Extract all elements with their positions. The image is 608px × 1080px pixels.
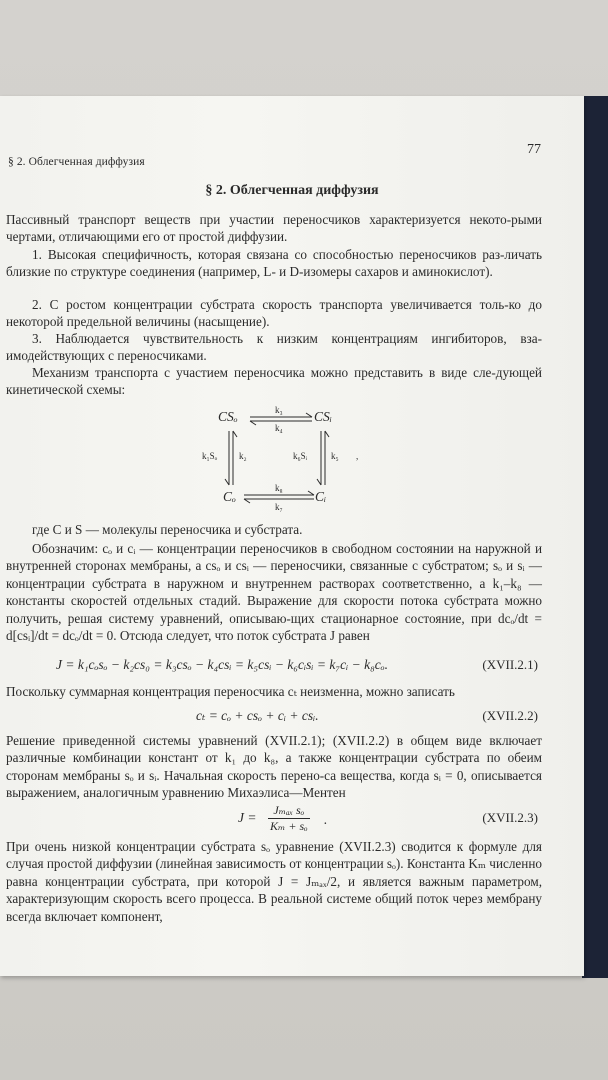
paragraph-intro: Пассивный транспорт веществ при участии переносчиков характеризуется некото-рыми чертами, отличающими его от простой диффузии. <box>6 212 542 245</box>
paragraph-point-3: 3. Наблюдается чувствительность к низким концентрациям ингибиторов, вза-имодействующих с переносчиками. <box>6 331 542 364</box>
rate-k2: k₂ <box>239 451 247 461</box>
paragraph-mechanism: Механизм транспорта с участием переносчика можно представить в виде сле-дующей кинетической схемы: <box>6 365 542 398</box>
equation-total: cₜ = cₒ + csₒ + cᵢ + csᵢ. <box>196 708 319 723</box>
equation-row-2 <box>6 708 542 726</box>
page-number: 77 <box>527 142 541 157</box>
rate-k3: k₃ <box>275 405 283 415</box>
equation-row-3 <box>6 803 542 836</box>
paragraph-total-carrier: Поскольку суммарная концентрация переносчика cₜ неизменна, можно записать <box>6 684 455 699</box>
rate-k8: k₈ <box>275 483 283 493</box>
equation-row-1 <box>6 657 542 675</box>
node-c-inner: Cᵢ <box>315 489 327 504</box>
running-head: § 2. Облегченная диффузия <box>8 156 145 168</box>
equation-mm-period: . <box>324 812 328 827</box>
rate-k7: k₇ <box>275 502 283 512</box>
rate-k1so: k₁Sₒ <box>202 451 218 461</box>
section-title: § 2. Облегченная диффузия <box>205 183 379 198</box>
paragraph-solution: Решение приведенной системы уравнений (XVII.2.1); (XVII.2.2) в общем виде включает различные комбинации констант от k₁ до k₈, а также концентрации субстрата по обеим сторонам мембраны sₒ и sᵢ. Начальная скорость перено-са вещества, когда sᵢ = 0, описывается выражением, аналогичным уравнению Михаэлиса—Ментен <box>6 733 542 801</box>
equation-mm-lhs: J = <box>238 810 257 825</box>
kinetic-scheme <box>196 405 376 515</box>
paragraph-notation: Обозначим: cₒ и cᵢ — концентрации переносчиков в свободном состоянии на наружной и внутренней сторонах мембраны, а csₒ и csᵢ — переносчики, связанные с субстратом; sₒ и sᵢ — концентрации субстрата в наружном и внутреннем растворах соответственно, а k₁–k₈ — константы скоростей отдельных стадий. Выражение для скорости потока субстрата можно получить, решая систему уравнений, описываю-щих стационарное состояние, при dcₒ/dt = d[csᵢ]/dt = dcₒ/dt = 0. Отсюда следует, что поток субстрата J равен <box>6 541 542 644</box>
equation-flux: J = k₁cₒsₒ − k₂cs₀ = k₃csₒ − k₄csᵢ = k₅csᵢ − k₆cᵢsᵢ = k₇cᵢ − k₈cₒ. <box>56 657 388 672</box>
book-page <box>0 96 584 976</box>
rate-k4: k₄ <box>275 423 283 433</box>
rate-k5: k₅ <box>331 451 339 461</box>
node-cs-inner: CSᵢ <box>314 409 332 424</box>
rate-k6si: k₆Sᵢ <box>293 451 308 461</box>
paragraph-point-1: 1. Высокая специфичность, которая связана со способностью переносчиков раз-личать близкие по структуре соединения (например, L- и D-изомеры сахаров и аминокислот). <box>6 247 542 280</box>
scheme-trailing-comma: , <box>356 451 359 461</box>
equation-number-3: (XVII.2.3) <box>482 810 538 825</box>
node-cs-outer: CSₒ <box>218 409 238 424</box>
equation-mm-numerator: Jₘₐₓ sₒ <box>268 803 310 819</box>
paragraph-where: где C и S — молекулы переносчика и субстрата. <box>32 522 303 537</box>
paragraph-point-2: 2. С ростом концентрации субстрата скорость транспорта увеличивается толь-ко до некоторой предельной величины (насыщение). <box>6 297 542 330</box>
book-cover-edge <box>582 96 608 978</box>
equation-number-2: (XVII.2.2) <box>482 708 538 723</box>
node-c-outer: Cₒ <box>223 489 236 504</box>
equation-mm-denominator: Kₘ + sₒ <box>270 819 308 833</box>
equation-number-1: (XVII.2.1) <box>482 657 538 672</box>
paragraph-low-concentration: При очень низкой концентрации субстрата sₒ уравнение (XVII.2.3) сводится к формуле для случая простой диффузии (линейная зависимость от концентрации sₒ). Константа Kₘ численно равна концентрации субстрата, при которой J = Jₘₐₓ/2, и является важным параметром, характеризующим скорость всего процесса. В реальной системе общий поток через мембрану всегда включает компонент, <box>6 839 542 924</box>
equation-mm-fraction <box>268 803 310 834</box>
